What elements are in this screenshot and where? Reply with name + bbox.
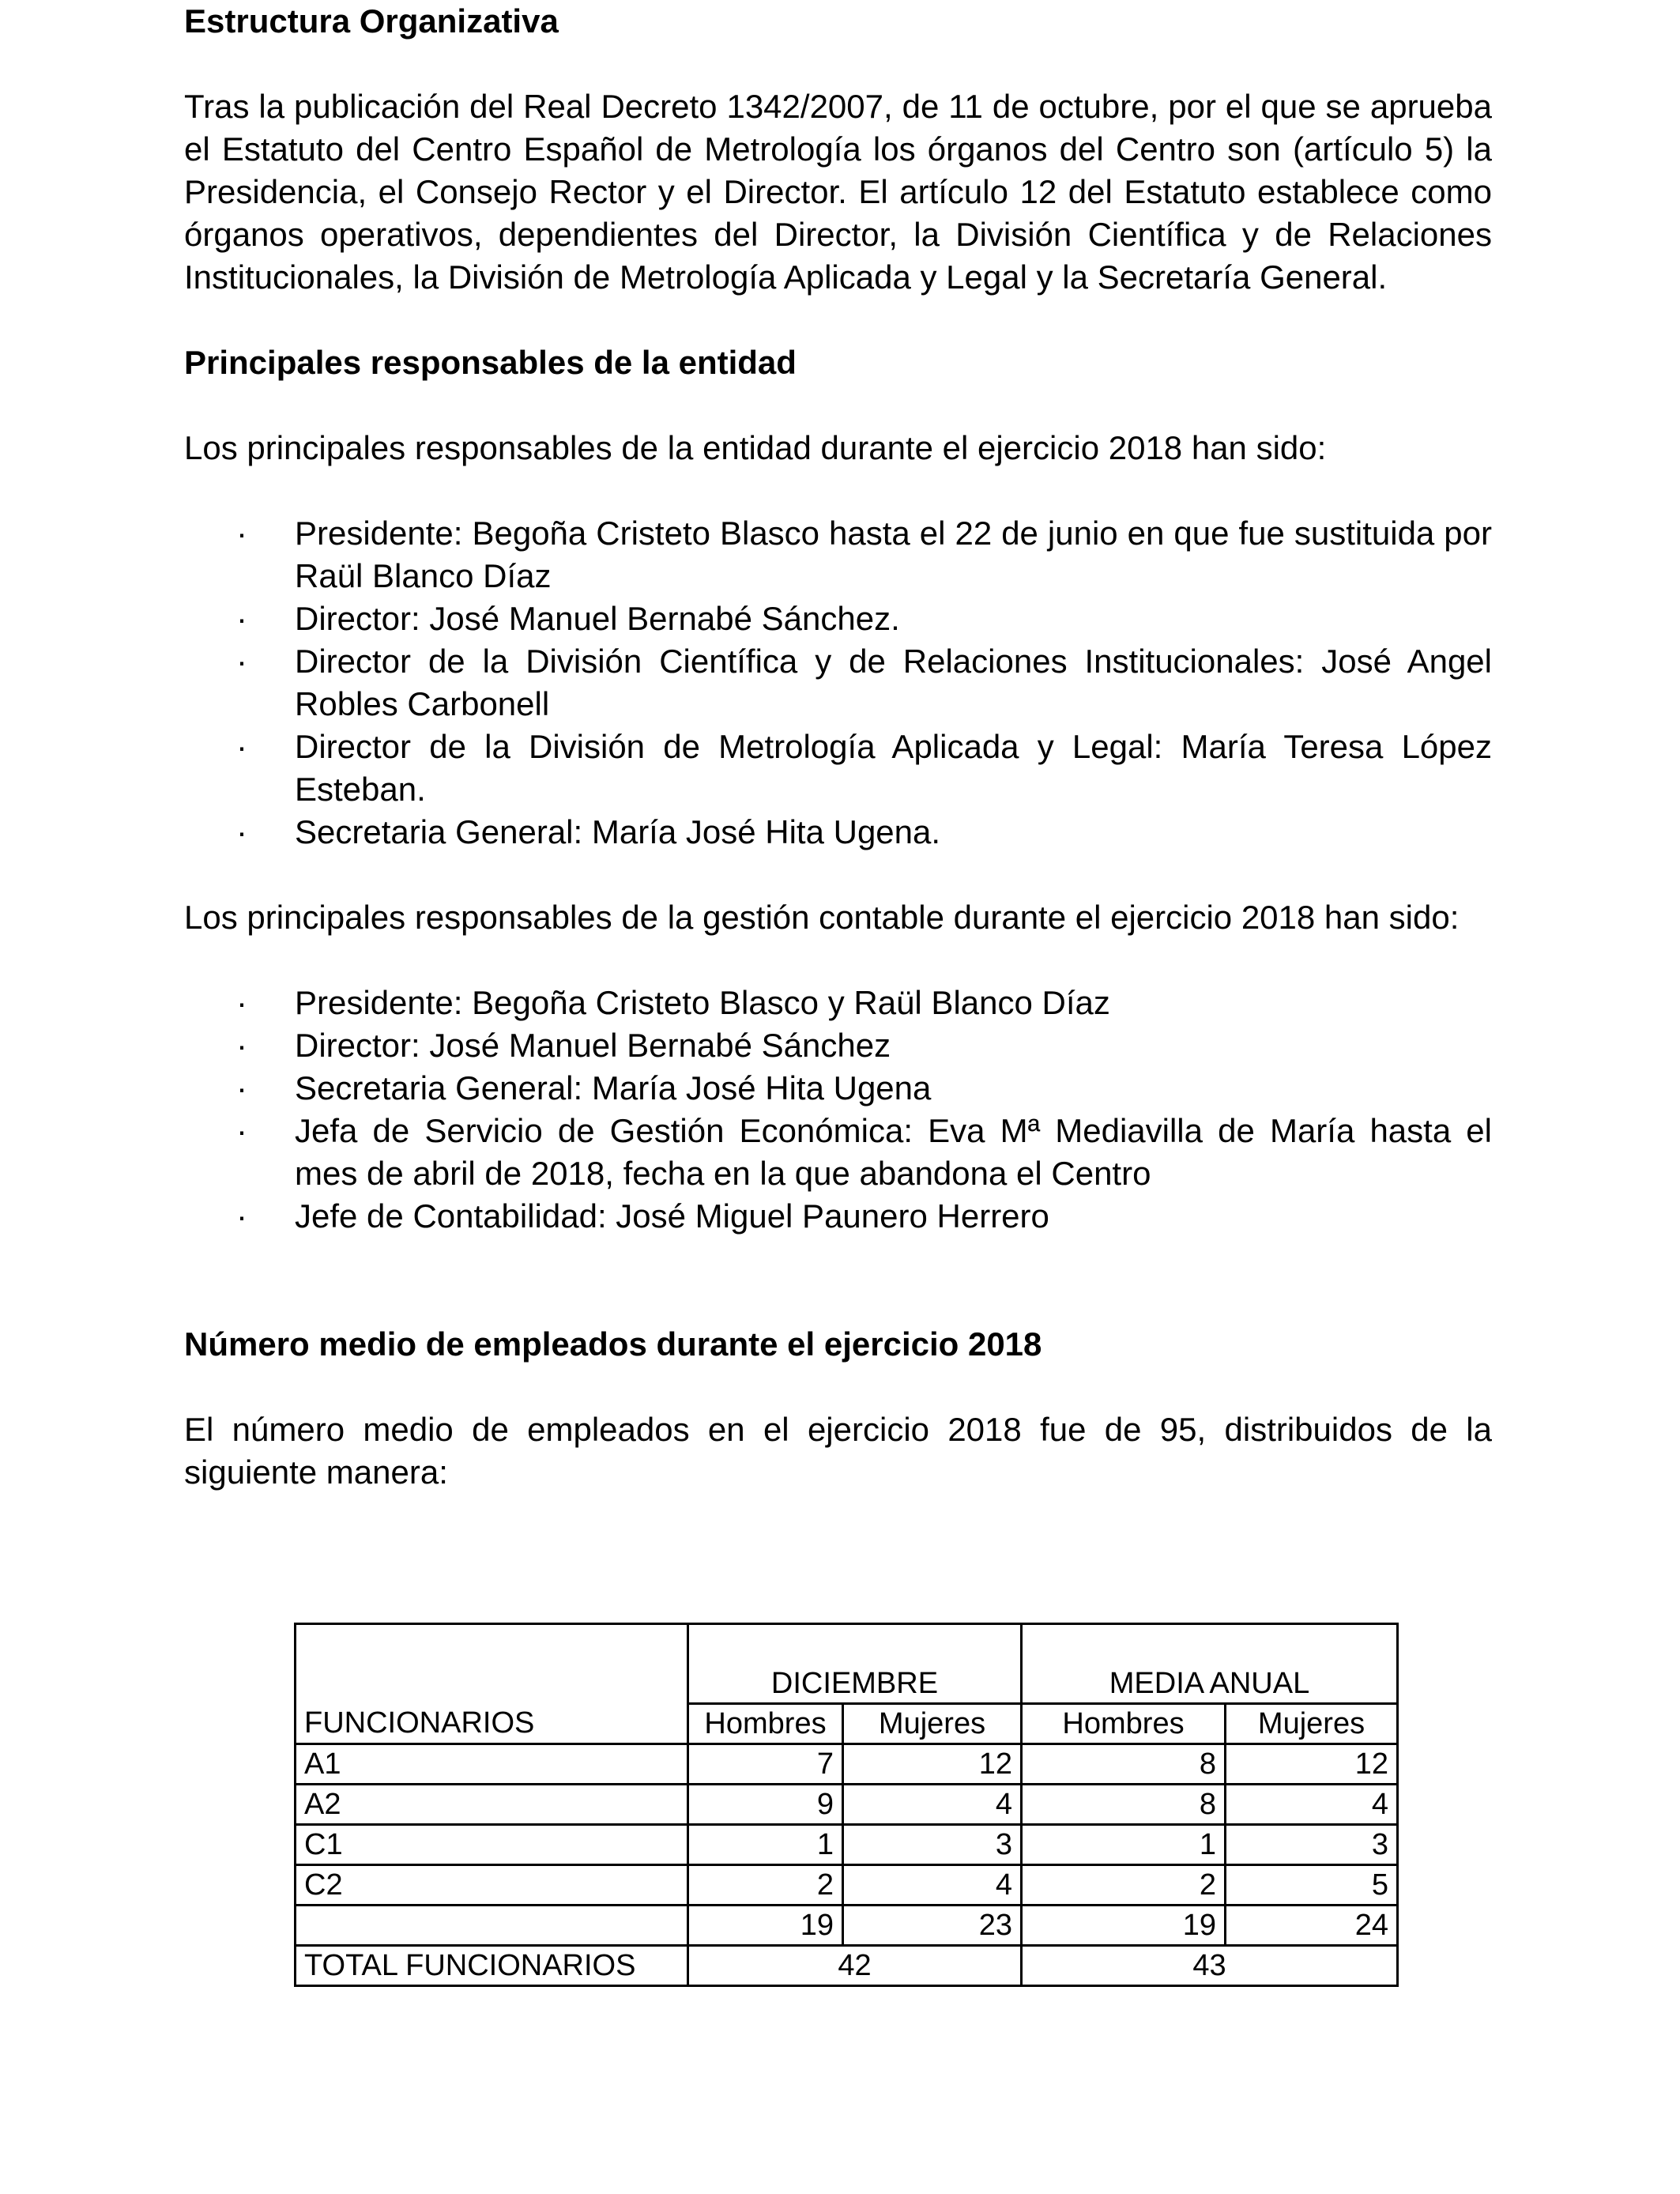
table-subtotal-row <box>296 1906 1398 1946</box>
table-row <box>296 1744 1398 1785</box>
table-row <box>296 1865 1398 1906</box>
row-label: A1 <box>296 1744 688 1785</box>
table-cell: 4 <box>1226 1785 1398 1825</box>
list-item: · Director de la División de Metrología Aplicada y Legal: María Teresa López Esteban. <box>236 728 1492 808</box>
row-label: C1 <box>296 1825 688 1865</box>
row-label: C2 <box>296 1865 688 1906</box>
subheader-cell: Hombres <box>1022 1704 1226 1744</box>
table-cell: 5 <box>1226 1865 1398 1906</box>
section-title-empleados: Número medio de empleados durante el ejercicio 2018 <box>184 1325 1042 1363</box>
table-cell: 12 <box>1226 1744 1398 1785</box>
table-cell: 4 <box>843 1865 1022 1906</box>
paragraph-estructura: Tras la publicación del Real Decreto 1342/2007, de 11 de octubre, por el que se aprueba el Estatuto del Centro Español de Metrología los órganos del Centro son (artículo 5) la Presidencia, el Consejo Rector y el Director. El artículo 12 del Estatuto establece como órganos operativos, dependientes del Director, la División Científica y de Relaciones Institucionales, la División de Metrología Aplicada y Legal y la Secretaría General. <box>184 88 1492 296</box>
employees-table <box>294 1623 1399 1987</box>
paragraph-gestion-contable-intro: Los principales responsables de la gestión contable durante el ejercicio 2018 han sido: <box>184 899 1460 936</box>
list-item: · Director: José Manuel Bernabé Sánchez. <box>236 600 900 637</box>
table-cell: 1 <box>688 1825 843 1865</box>
list-item: · Director: José Manuel Bernabé Sánchez <box>236 1027 891 1064</box>
table-cell: 3 <box>1226 1825 1398 1865</box>
table-cell: 12 <box>843 1744 1022 1785</box>
table-cell: 3 <box>843 1825 1022 1865</box>
table-total-row <box>296 1946 1398 1986</box>
table-cell: 1 <box>1022 1825 1226 1865</box>
group-header-diciembre: DICIEMBRE <box>688 1624 1022 1704</box>
table-cell: 19 <box>1022 1906 1226 1946</box>
group-header-media-anual: MEDIA ANUAL <box>1022 1624 1398 1704</box>
table-cell: 7 <box>688 1744 843 1785</box>
section-title-responsables: Principales responsables de la entidad <box>184 344 797 381</box>
total-label: TOTAL FUNCIONARIOS <box>296 1946 688 1986</box>
employees-table-wrapper <box>294 1623 1399 1987</box>
list-item: · Presidente: Begoña Cristeto Blasco hasta el 22 de junio en que fue sustituida por Raül Blanco Díaz <box>236 515 1492 594</box>
table-cell: 8 <box>1022 1785 1226 1825</box>
subheader-cell: Hombres <box>688 1704 843 1744</box>
table-row <box>296 1785 1398 1825</box>
list-responsables <box>184 512 1492 854</box>
row-header-funcionarios: FUNCIONARIOS <box>296 1704 688 1744</box>
document-content <box>184 0 1492 1494</box>
list-item: · Secretaria General: María José Hita Ugena. <box>236 813 941 850</box>
paragraph-responsables-intro: Los principales responsables de la entidad durante el ejercicio 2018 han sido: <box>184 429 1327 466</box>
paragraph-empleados-intro: El número medio de empleados en el ejercicio 2018 fue de 95, distribuidos de la siguiente manera: <box>184 1411 1492 1491</box>
row-label <box>296 1906 688 1946</box>
table-cell: 2 <box>1022 1865 1226 1906</box>
subheader-cell: Mujeres <box>1226 1704 1398 1744</box>
list-item: · Jefe de Contabilidad: José Miguel Paunero Herrero <box>236 1197 1049 1235</box>
table-cell: 4 <box>843 1785 1022 1825</box>
list-gestion-contable <box>184 982 1492 1238</box>
list-item: · Director de la División Científica y de Relaciones Institucionales: José Angel Robles Carbonell <box>236 643 1492 722</box>
table-row <box>296 1825 1398 1865</box>
table-header-row <box>296 1624 1398 1704</box>
row-label: A2 <box>296 1785 688 1825</box>
subheader-cell: Mujeres <box>843 1704 1022 1744</box>
list-item: · Presidente: Begoña Cristeto Blasco y Raül Blanco Díaz <box>236 984 1110 1021</box>
table-subheader-row <box>296 1704 1398 1744</box>
table-cell: 8 <box>1022 1744 1226 1785</box>
total-media-anual: 43 <box>1022 1946 1398 1986</box>
table-cell: 24 <box>1226 1906 1398 1946</box>
list-item: · Jefa de Servicio de Gestión Económica: Eva Mª Mediavilla de María hasta el mes de abril de 2018, fecha en la que abandona el Centro <box>236 1112 1492 1192</box>
table-cell: 19 <box>688 1906 843 1946</box>
table-cell: 9 <box>688 1785 843 1825</box>
table-cell: 23 <box>843 1906 1022 1946</box>
total-diciembre: 42 <box>688 1946 1022 1986</box>
list-item: · Secretaria General: María José Hita Ugena <box>236 1069 932 1106</box>
table-cell: 2 <box>688 1865 843 1906</box>
section-title-estructura: Estructura Organizativa <box>184 2 559 40</box>
